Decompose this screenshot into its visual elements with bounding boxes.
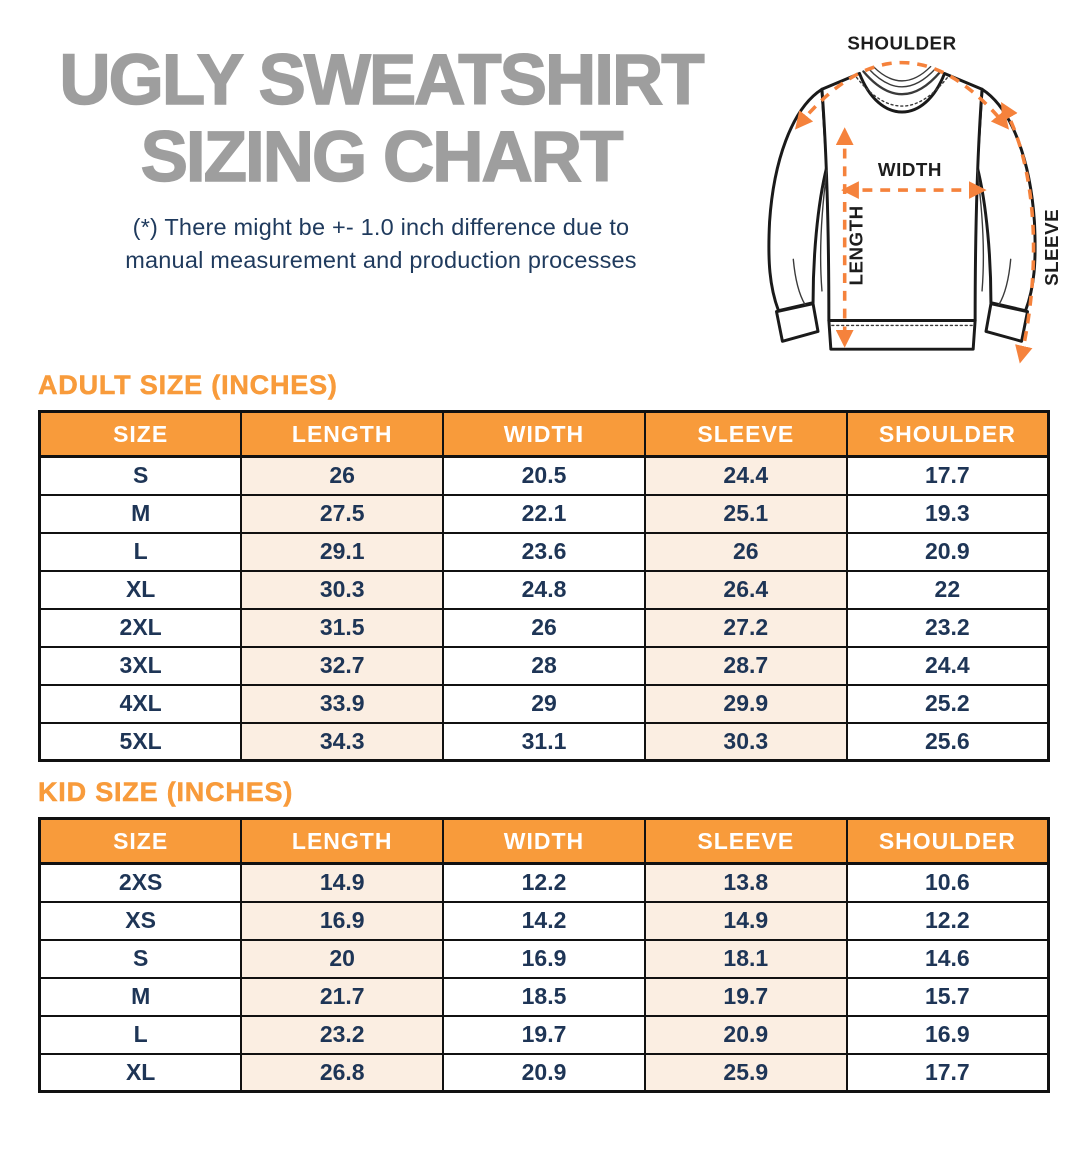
table-row <box>40 902 1049 940</box>
cell-shoulder: 24.4 <box>847 647 1049 685</box>
cell-length: 34.3 <box>241 723 443 761</box>
cell-length: 31.5 <box>241 609 443 647</box>
disclaimer-line2: manual measurement and production processes <box>125 247 637 274</box>
cell-width: 16.9 <box>443 940 645 978</box>
col-header-shoulder: SHOULDER <box>847 819 1049 864</box>
cell-shoulder: 14.6 <box>847 940 1049 978</box>
cell-width: 20.5 <box>443 457 645 495</box>
cell-shoulder: 10.6 <box>847 864 1049 902</box>
kid-size-table <box>38 817 1050 1093</box>
cell-sleeve: 13.8 <box>645 864 847 902</box>
cell-size: M <box>40 495 242 533</box>
cell-sleeve: 26.4 <box>645 571 847 609</box>
col-header-width: WIDTH <box>443 412 645 457</box>
table-row <box>40 647 1049 685</box>
cell-width: 29 <box>443 685 645 723</box>
page-title-line1: UGLY SWEATSHIRT <box>59 41 703 120</box>
length-label: LENGTH <box>845 205 867 286</box>
disclaimer-line1: (*) There might be +- 1.0 inch difference due to <box>132 213 630 240</box>
cell-length: 27.5 <box>241 495 443 533</box>
cell-shoulder: 23.2 <box>847 609 1049 647</box>
cell-width: 28 <box>443 647 645 685</box>
cell-width: 23.6 <box>443 533 645 571</box>
title-block <box>28 42 734 277</box>
cell-shoulder: 15.7 <box>847 978 1049 1016</box>
cell-shoulder: 20.9 <box>847 533 1049 571</box>
adult-header-row <box>40 412 1049 457</box>
cell-shoulder: 17.7 <box>847 1054 1049 1092</box>
table-row <box>40 864 1049 902</box>
cell-size: XS <box>40 902 242 940</box>
width-label: WIDTH <box>877 159 942 181</box>
cell-length: 30.3 <box>241 571 443 609</box>
cell-size: 2XL <box>40 609 242 647</box>
cell-sleeve: 30.3 <box>645 723 847 761</box>
cell-length: 14.9 <box>241 864 443 902</box>
cell-size: 5XL <box>40 723 242 761</box>
cell-length: 26.8 <box>241 1054 443 1092</box>
cell-sleeve: 26 <box>645 533 847 571</box>
cell-shoulder: 25.6 <box>847 723 1049 761</box>
cell-shoulder: 22 <box>847 571 1049 609</box>
cell-shoulder: 17.7 <box>847 457 1049 495</box>
table-row <box>40 685 1049 723</box>
kid-header-row <box>40 819 1049 864</box>
cell-size: L <box>40 1016 242 1054</box>
adult-size-table <box>38 410 1050 762</box>
table-row <box>40 495 1049 533</box>
sweatshirt-diagram <box>734 12 1070 382</box>
cell-width: 18.5 <box>443 978 645 1016</box>
table-row <box>40 978 1049 1016</box>
cell-width: 20.9 <box>443 1054 645 1092</box>
cell-sleeve: 25.1 <box>645 495 847 533</box>
cell-shoulder: 16.9 <box>847 1016 1049 1054</box>
cell-shoulder: 12.2 <box>847 902 1049 940</box>
cell-length: 32.7 <box>241 647 443 685</box>
cell-size: M <box>40 978 242 1016</box>
cell-size: 3XL <box>40 647 242 685</box>
col-header-shoulder: SHOULDER <box>847 412 1049 457</box>
adult-section-title: ADULT SIZE (INCHES) <box>38 370 338 400</box>
table-row <box>40 457 1049 495</box>
cell-width: 24.8 <box>443 571 645 609</box>
col-header-sleeve: SLEEVE <box>645 819 847 864</box>
col-header-size: SIZE <box>40 412 242 457</box>
col-header-size: SIZE <box>40 819 242 864</box>
col-header-length: LENGTH <box>241 819 443 864</box>
cell-sleeve: 18.1 <box>645 940 847 978</box>
sweatshirt-diagram-svg <box>734 12 1070 382</box>
cell-sleeve: 19.7 <box>645 978 847 1016</box>
shoulder-label: SHOULDER <box>847 32 957 54</box>
cell-sleeve: 28.7 <box>645 647 847 685</box>
table-row <box>40 1054 1049 1092</box>
table-row <box>40 609 1049 647</box>
sleeve-label: SLEEVE <box>1041 208 1063 286</box>
cell-length: 23.2 <box>241 1016 443 1054</box>
cell-sleeve: 25.9 <box>645 1054 847 1092</box>
cell-shoulder: 19.3 <box>847 495 1049 533</box>
cell-width: 14.2 <box>443 902 645 940</box>
cell-width: 19.7 <box>443 1016 645 1054</box>
table-row <box>40 940 1049 978</box>
col-header-sleeve: SLEEVE <box>645 412 847 457</box>
table-row <box>40 533 1049 571</box>
cell-width: 12.2 <box>443 864 645 902</box>
table-row <box>40 1016 1049 1054</box>
cell-size: L <box>40 533 242 571</box>
cell-length: 21.7 <box>241 978 443 1016</box>
cell-length: 20 <box>241 940 443 978</box>
cell-size: S <box>40 940 242 978</box>
cell-size: 4XL <box>40 685 242 723</box>
cell-length: 33.9 <box>241 685 443 723</box>
cell-width: 22.1 <box>443 495 645 533</box>
page-title-line2: SIZING CHART <box>140 118 622 198</box>
cell-length: 16.9 <box>241 902 443 940</box>
cell-sleeve: 20.9 <box>645 1016 847 1054</box>
cell-length: 26 <box>241 457 443 495</box>
cell-sleeve: 27.2 <box>645 609 847 647</box>
cell-shoulder: 25.2 <box>847 685 1049 723</box>
kid-section-title: KID SIZE (INCHES) <box>38 777 294 807</box>
disclaimer-text <box>28 211 734 278</box>
cell-length: 29.1 <box>241 533 443 571</box>
cell-width: 31.1 <box>443 723 645 761</box>
cell-size: 2XS <box>40 864 242 902</box>
cell-width: 26 <box>443 609 645 647</box>
cell-size: S <box>40 457 242 495</box>
table-row <box>40 571 1049 609</box>
cell-sleeve: 29.9 <box>645 685 847 723</box>
col-header-length: LENGTH <box>241 412 443 457</box>
cell-size: XL <box>40 571 242 609</box>
cell-size: XL <box>40 1054 242 1092</box>
col-header-width: WIDTH <box>443 819 645 864</box>
cell-sleeve: 14.9 <box>645 902 847 940</box>
table-row <box>40 723 1049 761</box>
cell-sleeve: 24.4 <box>645 457 847 495</box>
